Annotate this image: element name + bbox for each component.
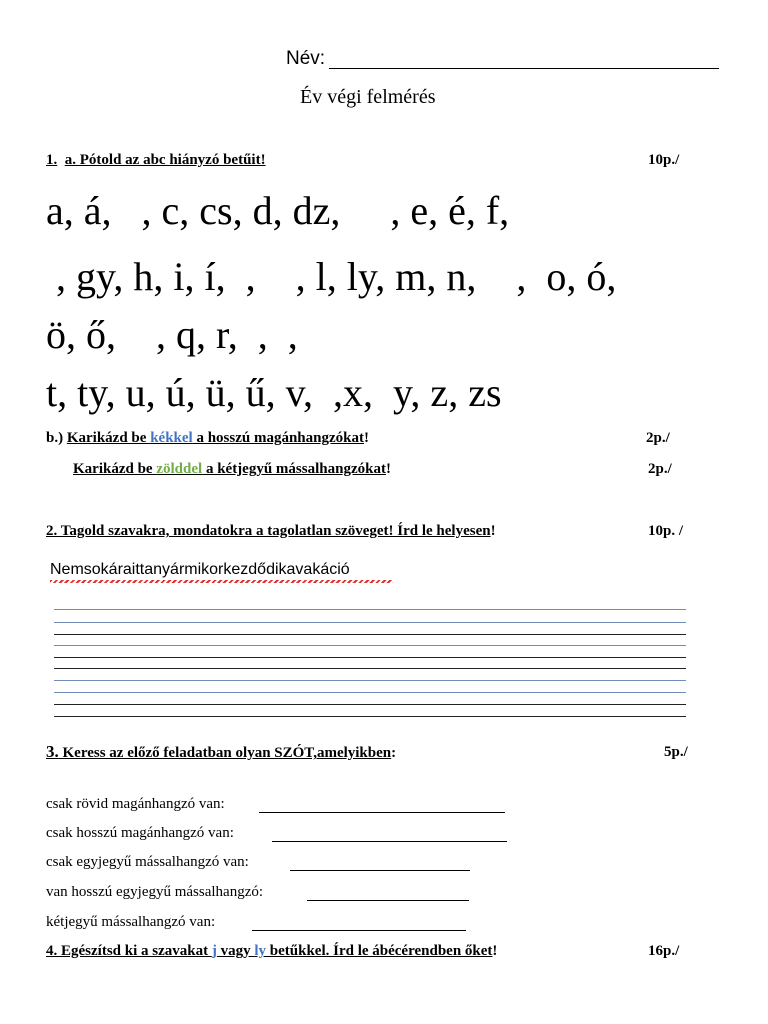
task3-number: 3. — [46, 742, 59, 761]
name-label: Név: — [286, 48, 326, 69]
task3-item: csak egyjegyű mássalhangzó van: — [46, 854, 249, 870]
name-blank-line[interactable] — [329, 48, 719, 69]
task3-item: van hosszú egyjegyű mássalhangzó: — [46, 884, 264, 900]
answer-line[interactable] — [307, 884, 469, 901]
writing-line[interactable] — [54, 704, 686, 705]
task1-heading — [46, 152, 266, 169]
task4-mid: vagy — [216, 943, 255, 959]
color-word-blue: kékkel — [150, 430, 193, 446]
letter-ly: ly — [254, 943, 267, 959]
run-on-text: Nemsokáraittanyármikorkezdődikavakáció — [50, 561, 350, 578]
task4-heading-text — [46, 943, 492, 959]
alphabet-line-1: a, á, , c, cs, d, dz, , e, é, f, — [46, 188, 510, 233]
task4-heading-end: ! — [492, 943, 498, 959]
writing-line[interactable] — [54, 657, 686, 658]
task1b2-post: a kétjegyű mássalhangzókat — [202, 461, 386, 477]
task3-heading-end: : — [391, 745, 397, 761]
answer-line[interactable] — [252, 914, 466, 931]
task1b1-points: 2p./ — [646, 430, 670, 446]
task2-heading-end: ! — [490, 523, 496, 539]
task1b2-end: ! — [385, 461, 391, 477]
answer-line[interactable] — [290, 854, 470, 871]
task3-item: kétjegyű mássalhangzó van: — [46, 914, 216, 930]
color-word-green: zölddel — [156, 461, 203, 477]
letter-j: j — [211, 943, 217, 959]
task1b-line1 — [46, 430, 369, 447]
task1b1-end: ! — [364, 430, 369, 446]
task1b2-pre: Karikázd be — [73, 461, 157, 477]
alphabet-line-3: ö, ő, , q, r, , , — [46, 312, 298, 357]
task3-points: 5p./ — [664, 744, 688, 760]
task3-item: csak hosszú magánhangzó van: — [46, 825, 234, 841]
spellcheck-underline — [50, 580, 393, 583]
answer-line[interactable] — [272, 825, 507, 842]
writing-line[interactable] — [54, 622, 686, 623]
writing-line[interactable] — [54, 680, 686, 681]
writing-line[interactable] — [54, 668, 686, 669]
task3-item: csak rövid magánhangzó van: — [46, 796, 225, 812]
writing-line[interactable] — [54, 609, 686, 610]
task4-pre: 4. Egészítsd ki a szavakat — [46, 943, 212, 959]
task1b-prefix: b.) — [46, 430, 64, 446]
alphabet-line-2: , gy, h, i, í, , , l, ly, m, n, , o, ó, — [46, 254, 617, 299]
answer-line[interactable] — [259, 796, 505, 813]
alphabet-line-4: t, ty, u, ú, ü, ű, v, ,x, y, z, zs — [46, 370, 502, 415]
task3-heading-text: Keress az előző feladatban olyan SZÓT,amelyikben — [58, 745, 392, 761]
task1-heading-text: a. Pótold az abc hiányzó betűit! — [64, 152, 266, 168]
task4-points: 16p./ — [648, 943, 680, 959]
task1-points: 10p./ — [648, 152, 680, 168]
task4-heading — [46, 943, 497, 960]
task2-heading-text: 2. Tagold szavakra, mondatokra a tagolatlan szöveget! Írd le helyesen — [46, 523, 491, 539]
task3-heading — [46, 742, 396, 762]
task1b-line2 — [73, 461, 391, 478]
task1b2-points: 2p./ — [648, 461, 672, 477]
task1b1-post: a hosszú magánhangzókat — [192, 430, 364, 446]
task4-post: betűkkel. Írd le ábécérendben őket — [266, 943, 493, 959]
task1-number: 1. — [46, 152, 58, 168]
task2-heading — [46, 523, 496, 540]
task1b1-pre: Karikázd be — [66, 430, 151, 446]
writing-line[interactable] — [54, 645, 686, 646]
writing-line[interactable] — [54, 716, 686, 717]
page-title: Év végi felmérés — [300, 86, 436, 108]
task2-points: 10p. / — [648, 523, 684, 539]
task1b-instruction-2 — [73, 461, 386, 477]
task1b-instruction-1 — [67, 430, 364, 446]
writing-line[interactable] — [54, 634, 686, 635]
writing-line[interactable] — [54, 692, 686, 693]
